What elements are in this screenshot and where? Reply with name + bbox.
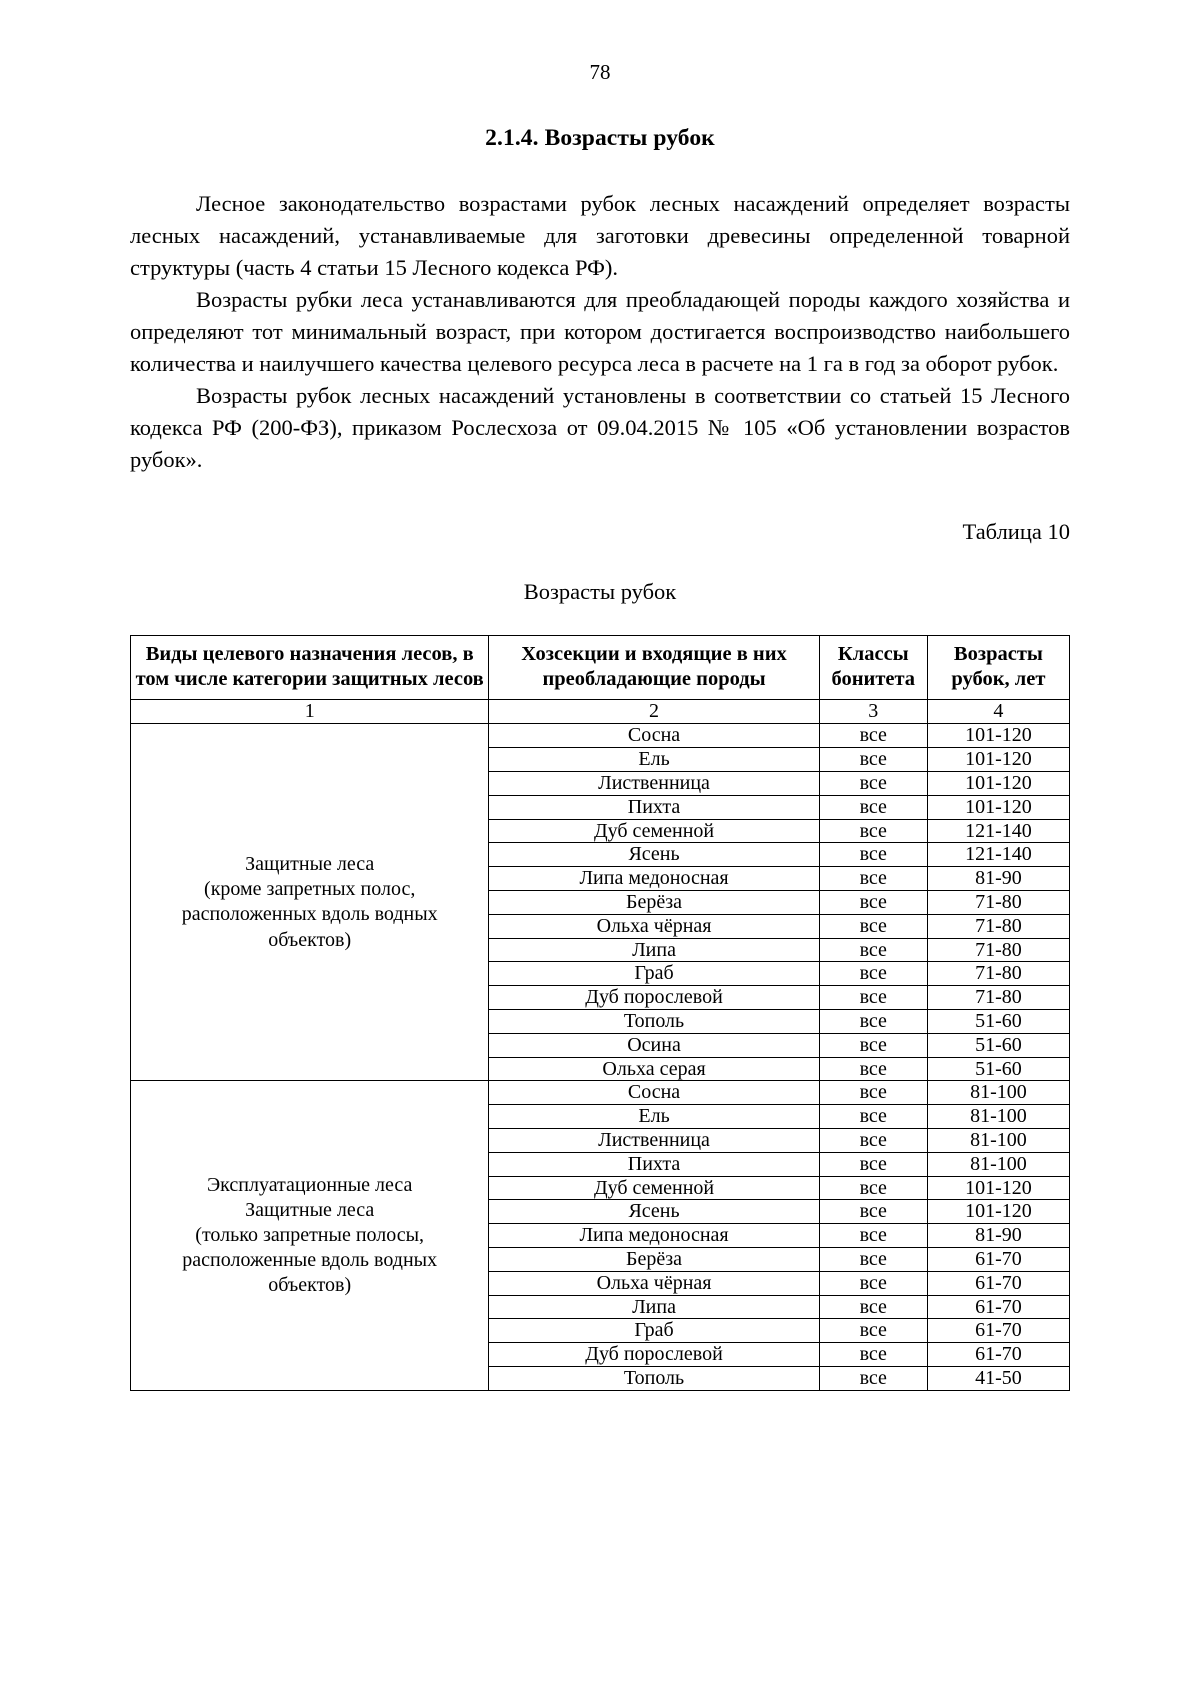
species-cell: Тополь xyxy=(489,1366,819,1390)
column-number-3: 3 xyxy=(819,700,927,724)
species-cell: Тополь xyxy=(489,1010,819,1034)
quality-class-cell: все xyxy=(819,962,927,986)
quality-class-cell: все xyxy=(819,724,927,748)
species-cell: Ель xyxy=(489,748,819,772)
species-cell: Лиственница xyxy=(489,772,819,796)
quality-class-cell: все xyxy=(819,1105,927,1129)
felling-age-cell: 61-70 xyxy=(927,1295,1069,1319)
species-cell: Ясень xyxy=(489,843,819,867)
species-cell: Липа xyxy=(489,938,819,962)
species-cell: Дуб порослевой xyxy=(489,1343,819,1367)
table-row xyxy=(131,724,1070,748)
species-cell: Сосна xyxy=(489,1081,819,1105)
species-cell: Граб xyxy=(489,962,819,986)
felling-age-cell: 61-70 xyxy=(927,1343,1069,1367)
felling-ages-table xyxy=(130,635,1070,1390)
species-cell: Ольха серая xyxy=(489,1057,819,1081)
table-body xyxy=(131,724,1070,1390)
quality-class-cell: все xyxy=(819,1057,927,1081)
felling-age-cell: 71-80 xyxy=(927,962,1069,986)
felling-age-cell: 81-100 xyxy=(927,1105,1069,1129)
felling-age-cell: 51-60 xyxy=(927,1010,1069,1034)
felling-age-cell: 81-90 xyxy=(927,867,1069,891)
felling-age-cell: 121-140 xyxy=(927,843,1069,867)
quality-class-cell: все xyxy=(819,1081,927,1105)
species-cell: Ольха чёрная xyxy=(489,1271,819,1295)
header-cell-felling-age: Возрасты рубок, лет xyxy=(927,636,1069,700)
table-header xyxy=(131,636,1070,724)
felling-age-cell: 101-120 xyxy=(927,772,1069,796)
section-heading: 2.1.4. Возрасты рубок xyxy=(485,125,715,151)
header-cell-species: Хозсекции и входящие в них преобладающие породы xyxy=(489,636,819,700)
quality-class-cell: все xyxy=(819,1176,927,1200)
species-cell: Липа медоносная xyxy=(489,1224,819,1248)
header-cell-forest-purpose: Виды целевого назначения лесов, в том числе категории защитных лесов xyxy=(131,636,489,700)
species-cell: Липа xyxy=(489,1295,819,1319)
species-cell: Ель xyxy=(489,1105,819,1129)
species-cell: Лиственница xyxy=(489,1128,819,1152)
felling-age-cell: 71-80 xyxy=(927,938,1069,962)
quality-class-cell: все xyxy=(819,1247,927,1271)
species-cell: Пихта xyxy=(489,795,819,819)
species-cell: Берёза xyxy=(489,891,819,915)
quality-class-cell: все xyxy=(819,1319,927,1343)
category-cell: Защитные леса (кроме запретных полос, расположенных вдоль водных объектов) xyxy=(131,724,489,1081)
quality-class-cell: все xyxy=(819,1295,927,1319)
column-number-1: 1 xyxy=(131,700,489,724)
quality-class-cell: все xyxy=(819,1200,927,1224)
species-cell: Ольха чёрная xyxy=(489,914,819,938)
felling-age-cell: 51-60 xyxy=(927,1057,1069,1081)
species-cell: Дуб порослевой xyxy=(489,986,819,1010)
page-number: 78 xyxy=(589,60,611,84)
felling-age-cell: 101-120 xyxy=(927,795,1069,819)
quality-class-cell: все xyxy=(819,891,927,915)
species-cell: Берёза xyxy=(489,1247,819,1271)
felling-age-cell: 61-70 xyxy=(927,1271,1069,1295)
felling-age-cell: 61-70 xyxy=(927,1319,1069,1343)
felling-age-cell: 81-100 xyxy=(927,1081,1069,1105)
felling-age-cell: 81-100 xyxy=(927,1128,1069,1152)
quality-class-cell: все xyxy=(819,867,927,891)
felling-age-cell: 101-120 xyxy=(927,748,1069,772)
quality-class-cell: все xyxy=(819,748,927,772)
column-number-4: 4 xyxy=(927,700,1069,724)
quality-class-cell: все xyxy=(819,1152,927,1176)
felling-age-cell: 101-120 xyxy=(927,1200,1069,1224)
table-row xyxy=(131,1081,1070,1105)
quality-class-cell: все xyxy=(819,1271,927,1295)
felling-age-cell: 61-70 xyxy=(927,1247,1069,1271)
quality-class-cell: все xyxy=(819,914,927,938)
quality-class-cell: все xyxy=(819,938,927,962)
category-cell: Эксплуатационные леса Защитные леса (только запретные полосы, расположенные вдоль водных объектов) xyxy=(131,1081,489,1390)
species-cell: Сосна xyxy=(489,724,819,748)
felling-age-cell: 71-80 xyxy=(927,914,1069,938)
paragraph-3: Возрасты рубок лесных насаждений установлены в соответствии со статьей 15 Лесного кодекса РФ (200-ФЗ), приказом Рослесхоза от 09.04.2015 № 105 «Об установлении возрастов рубок». xyxy=(130,382,1070,472)
quality-class-cell: все xyxy=(819,843,927,867)
felling-age-cell: 101-120 xyxy=(927,724,1069,748)
quality-class-cell: все xyxy=(819,1343,927,1367)
paragraph-2: Возрасты рубки леса устанавливаются для преобладающей породы каждого хозяйства и определяют тот минимальный возраст, при котором достигается воспроизводство наибольшего количества и наилучшего качества целевого ресурса леса в расчете на 1 га в год за оборот рубок. xyxy=(130,286,1070,376)
felling-age-cell: 41-50 xyxy=(927,1366,1069,1390)
species-cell: Осина xyxy=(489,1033,819,1057)
species-cell: Дуб семенной xyxy=(489,819,819,843)
table-caption: Возрасты рубок xyxy=(523,579,677,605)
felling-age-cell: 51-60 xyxy=(927,1033,1069,1057)
quality-class-cell: все xyxy=(819,1366,927,1390)
species-cell: Дуб семенной xyxy=(489,1176,819,1200)
quality-class-cell: все xyxy=(819,1128,927,1152)
quality-class-cell: все xyxy=(819,1010,927,1034)
paragraph-1: Лесное законодательство возрастами рубок лесных насаждений определяет возрасты лесных насаждений, устанавливаемые для заготовки древесины определенной товарной структуры (часть 4 статьи 15 Лесного кодекса РФ). xyxy=(130,191,1070,280)
quality-class-cell: все xyxy=(819,795,927,819)
species-cell: Липа медоносная xyxy=(489,867,819,891)
header-cell-quality-class: Классы бонитета xyxy=(819,636,927,700)
column-number-2: 2 xyxy=(489,700,819,724)
species-cell: Пихта xyxy=(489,1152,819,1176)
felling-age-cell: 121-140 xyxy=(927,819,1069,843)
species-cell: Ясень xyxy=(489,1200,819,1224)
felling-age-cell: 71-80 xyxy=(927,891,1069,915)
quality-class-cell: все xyxy=(819,1033,927,1057)
species-cell: Граб xyxy=(489,1319,819,1343)
table-number-label: Таблица 10 xyxy=(962,519,1070,545)
table-header-row xyxy=(131,636,1070,700)
felling-age-cell: 101-120 xyxy=(927,1176,1069,1200)
quality-class-cell: все xyxy=(819,772,927,796)
felling-age-cell: 81-100 xyxy=(927,1152,1069,1176)
quality-class-cell: все xyxy=(819,819,927,843)
quality-class-cell: все xyxy=(819,986,927,1010)
felling-age-cell: 81-90 xyxy=(927,1224,1069,1248)
column-number-row xyxy=(131,700,1070,724)
quality-class-cell: все xyxy=(819,1224,927,1248)
felling-age-cell: 71-80 xyxy=(927,986,1069,1010)
